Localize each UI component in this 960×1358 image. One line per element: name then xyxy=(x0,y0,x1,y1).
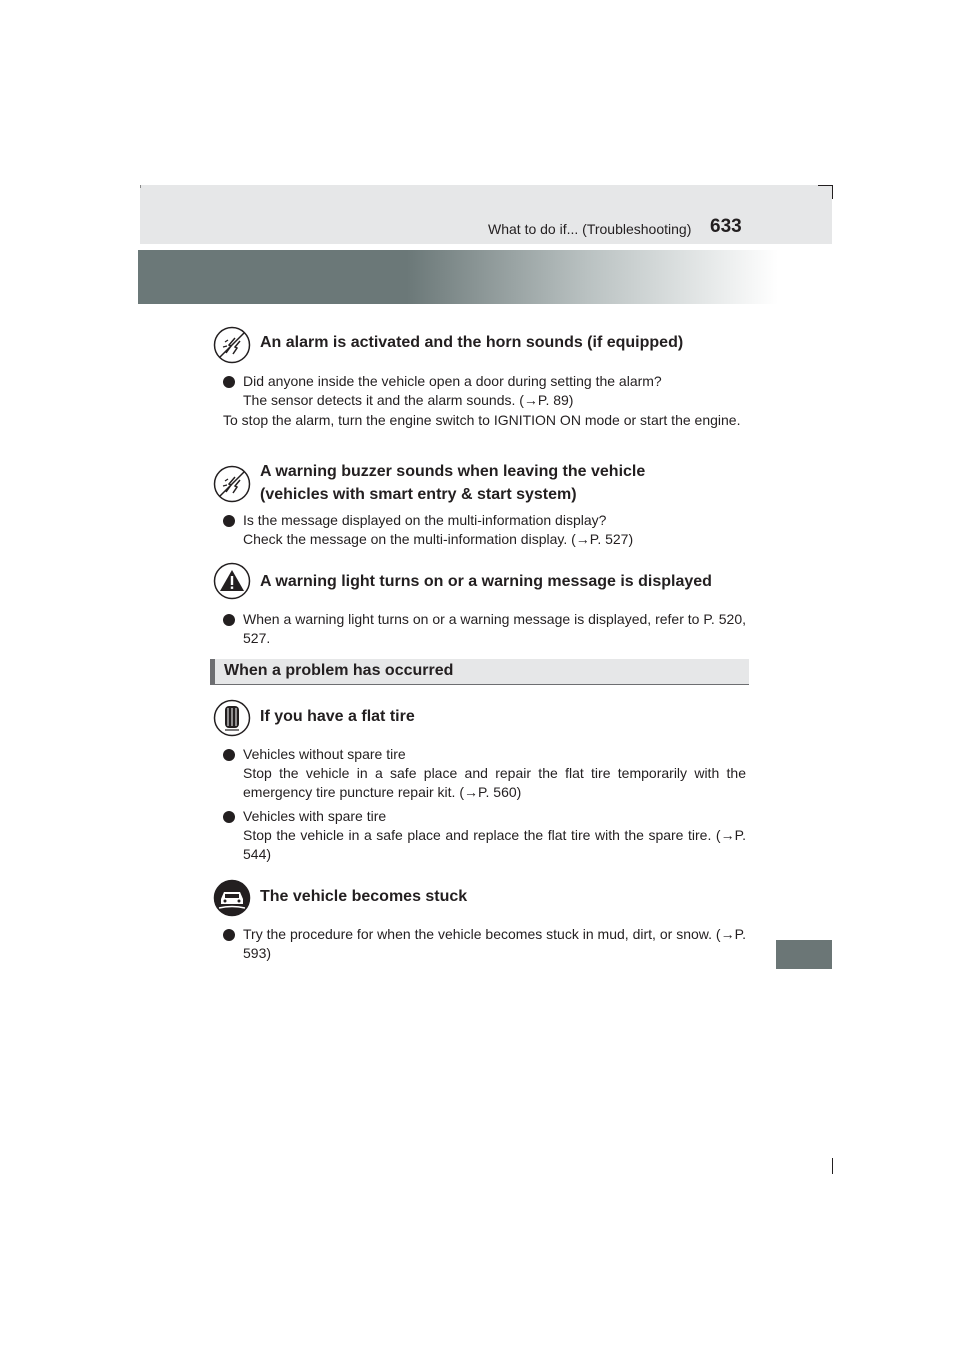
alarm-bullet-answer: The sensor detects it and the alarm sounds. (→P. 89) xyxy=(243,392,574,408)
warning-bullet: When a warning light turns on or a warning message is displayed, refer to P. 520, 527. xyxy=(243,611,746,646)
section-title-bar xyxy=(210,659,749,685)
alarm-bullet xyxy=(243,372,746,410)
chapter-side-tab xyxy=(776,940,832,969)
flat-tire-bullet-1 xyxy=(243,745,746,802)
bullet-icon xyxy=(223,614,235,626)
stuck-heading: The vehicle becomes stuck xyxy=(260,888,468,905)
bullet-icon xyxy=(223,749,235,761)
buzzer-bullet-question: Is the message displayed on the multi-information display? xyxy=(243,512,607,528)
bullet-text: Stop the vehicle in a safe place and replace the flat tire with the spare tire. (→P. 544) xyxy=(243,827,746,862)
stuck-vehicle-icon xyxy=(213,879,251,917)
section-banner xyxy=(138,250,778,304)
stuck-bullet: Try the procedure for when the vehicle becomes stuck in mud, dirt, or snow. (→P. 593) xyxy=(243,926,746,961)
bullet-icon xyxy=(223,515,235,527)
chapter-title: What to do if... (Troubleshooting) xyxy=(488,221,692,237)
bullet-title: Vehicles without spare tire xyxy=(243,746,406,762)
buzzer-bullet xyxy=(243,511,746,549)
bullet-icon xyxy=(223,929,235,941)
crop-mark xyxy=(818,185,832,186)
alarm-heading: An alarm is activated and the horn sounds (if equipped) xyxy=(260,334,684,351)
warning-heading: A warning light turns on or a warning message is displayed xyxy=(260,573,712,590)
flat-tire-icon xyxy=(213,699,251,737)
buzzer-sound-icon xyxy=(213,465,251,503)
buzzer-heading-line2: (vehicles with smart entry & start system) xyxy=(260,486,577,503)
flat-tire-bullet-2 xyxy=(243,807,746,864)
bullet-text: Stop the vehicle in a safe place and repair the flat tire temporarily with the emergency tire puncture repair kit. (→P. 560) xyxy=(243,765,746,800)
bullet-icon xyxy=(223,376,235,388)
alarm-horn-icon xyxy=(213,326,251,364)
alarm-bullet-question: Did anyone inside the vehicle open a door during setting the alarm? xyxy=(243,373,662,389)
flat-tire-heading: If you have a flat tire xyxy=(260,708,415,725)
crop-mark xyxy=(832,185,833,199)
crop-mark xyxy=(832,1158,833,1174)
bullet-icon xyxy=(223,811,235,823)
buzzer-bullet-answer: Check the message on the multi-information display. (→P. 527) xyxy=(243,531,634,547)
crop-mark xyxy=(140,185,141,188)
page-number: 633 xyxy=(710,216,742,237)
buzzer-heading xyxy=(260,460,645,506)
buzzer-heading-line1: A warning buzzer sounds when leaving the vehicle xyxy=(260,463,646,480)
alarm-paragraph: To stop the alarm, turn the engine switch to IGNITION ON mode or start the engine. xyxy=(223,412,741,428)
bullet-title: Vehicles with spare tire xyxy=(243,808,387,824)
section-accent xyxy=(210,659,215,684)
warning-triangle-icon xyxy=(213,562,251,600)
section-title: When a problem has occurred xyxy=(224,662,454,679)
